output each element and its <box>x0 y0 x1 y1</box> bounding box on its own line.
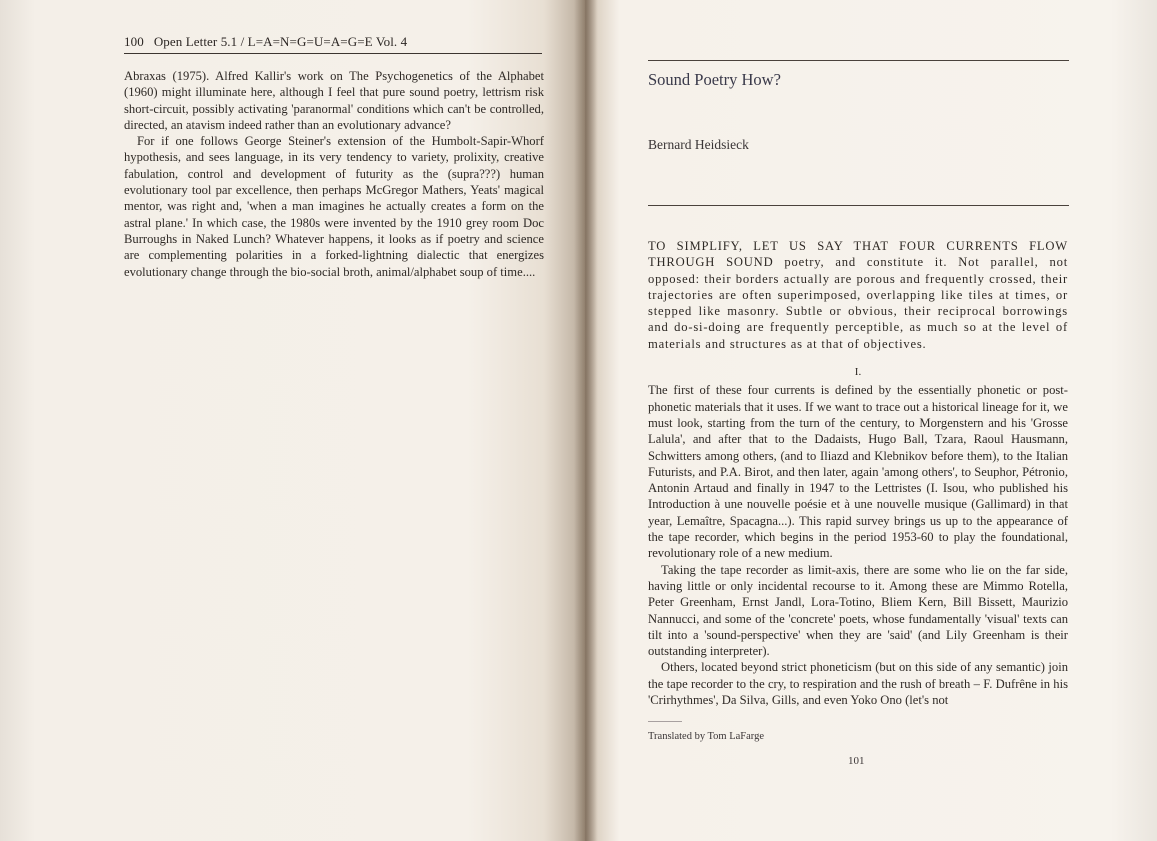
opening-paragraph: TO SIMPLIFY, LET US SAY THAT FOUR CURRENTS FLOW THROUGH SOUND poetry, and constitute it. Not parallel, not opposed: their borders actually are porous and frequently crossed, their trajectories are often superimposed, overlapping like tiles at times, or stepped like masonry. Subtle or obvious, their reciprocal borrowings and do-si-doing are frequently perceptible, as much so at the level of materials and structures as at that of objectives. <box>648 239 1068 351</box>
title-bottom-rule <box>648 205 1069 206</box>
section-number: I. <box>854 366 862 379</box>
right-body-text <box>648 238 1068 708</box>
left-page-number: 100 <box>124 34 144 49</box>
running-head <box>124 34 542 54</box>
left-paragraph: Abraxas (1975). Alfred Kallir's work on The Psychogenetics of the Alphabet (1960) might illuminate here, although I feel that pure sound poetry, lettrism risk short-circuit, possibly activating 'paranormal' conditions which can't be controlled, directed, an atavism indeed rather than an evolutionary advance? <box>124 69 544 132</box>
article-title: Sound Poetry How? <box>648 70 781 89</box>
body-paragraph: Taking the tape recorder as limit-axis, there are some who lie on the far side, having little or only incidental recourse to it. Among these are Mimmo Rotella, Peter Greenham, Ernst Jandl, Lora-Totino, Bliem Kern, Bill Bissett, Maurizio Nannucci, and some of the 'concrete' poets, whose fundamentally 'visual' texts can tilt into a 'sound-perspective' when they are 'said' (and Lily Greenham is their outstanding interpreter). <box>648 562 1068 659</box>
title-top-rule <box>648 60 1069 61</box>
body-paragraph: The first of these four currents is defined by the essentially phonetic or post-phonetic materials that it uses. If we want to trace out a historical lineage for it, we must look, starting from the turn of the century, to Morgenstern and his 'Grosse Lalula', and after that to the Dadaists, Hugo Ball, Tzara, Raoul Hausmann, Schwitters among others, (and to Iliazd and Klebnikov before them), to the Italian Futurists, and P.A. Birot, and then later, again 'among others', to Seuphor, Pétronio, Antonin Artaud and finally in 1947 to the Lettristes (I. Isou, who published his Introduction à une nouvelle poésie et à une nouvelle musique (Gallimard) in that year, Lemaître, Spacagna...). This rapid survey brings us up to the appearance of the tape recorder, which begins in the period 1953-60 to play the foundational, revolutionary role of a new medium. <box>648 383 1068 561</box>
right-page-number: 101 <box>848 755 865 767</box>
running-head-text: Open Letter 5.1 / L=A=N=G=U=A=G=E Vol. 4 <box>153 34 408 49</box>
body-paragraph: Others, located beyond strict phoneticism (but on this side of any semantic) join the tape recorder to the cry, to respiration and the rush of breath – F. Dufrêne in his 'Crirhythmes', Da Silva, Gills, and even Yoko Ono (let's not <box>648 660 1068 708</box>
left-body-text <box>124 68 544 280</box>
translator-note: Translated by Tom LaFarge <box>648 731 765 742</box>
author-name: Bernard Heidsieck <box>648 137 749 152</box>
left-paragraph: For if one follows George Steiner's extension of the Humbolt-Sapir-Whorf hypothesis, and sees language, in its very tendency to variety, prolixity, creative fabulation, control and development of futurity as the (supra???) human evolutionary tool par excellence, then perhaps McGregor Mathers, Yeats' magical mentor, was right and, 'when a man imagines he actually creates a form on the astral plane.' In which case, the 1980s were invented by the 1910 grey room Doc Burroughs in Naked Lunch? Whatever happens, it looks as if poetry and science are complementing polarities in a forked-lightning dialectic that energizes evolutionary change through the bio-social broth, animal/alphabet soup of time.... <box>124 134 544 279</box>
footnote-rule <box>648 721 682 722</box>
